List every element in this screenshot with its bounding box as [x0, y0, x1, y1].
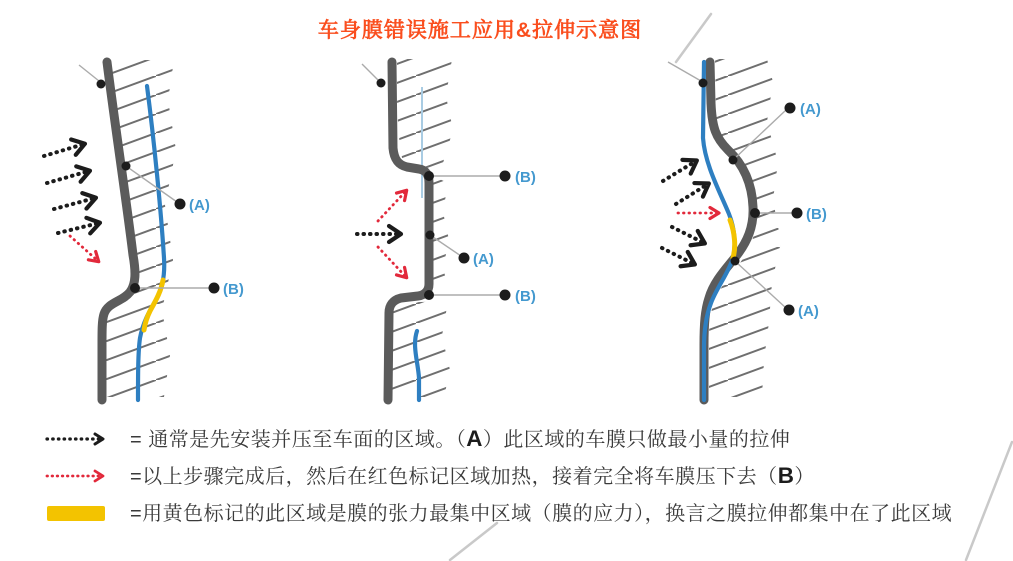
- diagram-2: [357, 59, 536, 400]
- black-dotted-arrow-icon: [44, 430, 119, 448]
- anchor-dot: [424, 171, 434, 181]
- label-a: (A): [798, 303, 819, 320]
- label-dot-a: [459, 253, 470, 264]
- film-stress-zone: [730, 220, 735, 258]
- legend-text-prefix: =用黄色标记的此区域是膜的张力最集中区域（膜的应力），换言之膜拉伸都集中在了此区域: [130, 503, 953, 525]
- label-a: (A): [800, 101, 821, 118]
- decor-slash-bottom-right: [966, 442, 1012, 560]
- hatch-area: [709, 59, 781, 397]
- label-dot-b-bottom: [500, 290, 511, 301]
- legend-text: [130, 500, 952, 527]
- label-dot-a-top: [785, 103, 796, 114]
- legend-text: [130, 426, 790, 453]
- legend-text-bold: B: [777, 463, 795, 488]
- hatch-area: [397, 59, 453, 171]
- label-dot-b: [209, 283, 220, 294]
- callout-line: [79, 65, 99, 81]
- legend-text-prefix: =以上步骤完成后，然后在红色标记区域加热，接着完全将车膜压下去（: [130, 466, 778, 488]
- heat-arrow: [70, 236, 98, 261]
- red-dashed-arrow-icon: [44, 467, 119, 485]
- label-dot-a-bottom: [784, 305, 795, 316]
- press-arrow: [58, 223, 99, 233]
- anchor-dot: [731, 257, 740, 266]
- hatch-area: [433, 176, 449, 291]
- page-title: 车身膜错误施工应用&拉伸示意图: [317, 19, 643, 42]
- press-arrow: [662, 248, 694, 264]
- label-dot-b: [792, 208, 803, 219]
- press-arrow: [676, 184, 708, 204]
- press-arrow: [44, 144, 84, 156]
- press-arrow: [54, 198, 95, 209]
- label-a: (A): [473, 251, 494, 268]
- anchor-dot: [426, 231, 435, 240]
- label-b: (B): [806, 206, 827, 223]
- anchor-dot: [377, 79, 386, 88]
- decor-slash-top: [676, 14, 711, 62]
- diagram-1: [44, 60, 244, 400]
- press-arrow: [672, 227, 704, 243]
- yellow-highlight-swatch: [47, 506, 105, 521]
- callout-line: [668, 62, 701, 81]
- legend-text-suffix: ）: [794, 466, 815, 488]
- press-arrow: [663, 161, 696, 181]
- label-b: (B): [515, 169, 536, 186]
- legend-text: [130, 463, 815, 490]
- label-a: (A): [189, 197, 210, 214]
- anchor-dot: [729, 156, 738, 165]
- legend-text-bold: A: [466, 426, 483, 451]
- anchor-dot: [97, 80, 106, 89]
- anchor-dot: [699, 79, 708, 88]
- anchor-dot: [424, 290, 434, 300]
- legend-text-prefix: = 通常是先安装并压至车面的区域。（: [130, 429, 467, 451]
- legend-text-suffix: ）此区域的车膜只做最小量的拉伸: [482, 429, 791, 451]
- anchor-dot: [750, 208, 760, 218]
- diagram-3: [662, 59, 827, 400]
- heat-arrow: [378, 191, 406, 221]
- label-dot-a: [175, 199, 186, 210]
- label-dot-b-top: [500, 171, 511, 182]
- label-b: (B): [515, 288, 536, 305]
- anchor-dot: [130, 283, 140, 293]
- heat-arrow: [378, 247, 406, 277]
- press-arrow: [47, 171, 89, 183]
- callout-line: [362, 64, 379, 81]
- label-b: (B): [223, 281, 244, 298]
- decor-slash-bottom-center: [450, 523, 497, 560]
- anchor-dot: [122, 162, 131, 171]
